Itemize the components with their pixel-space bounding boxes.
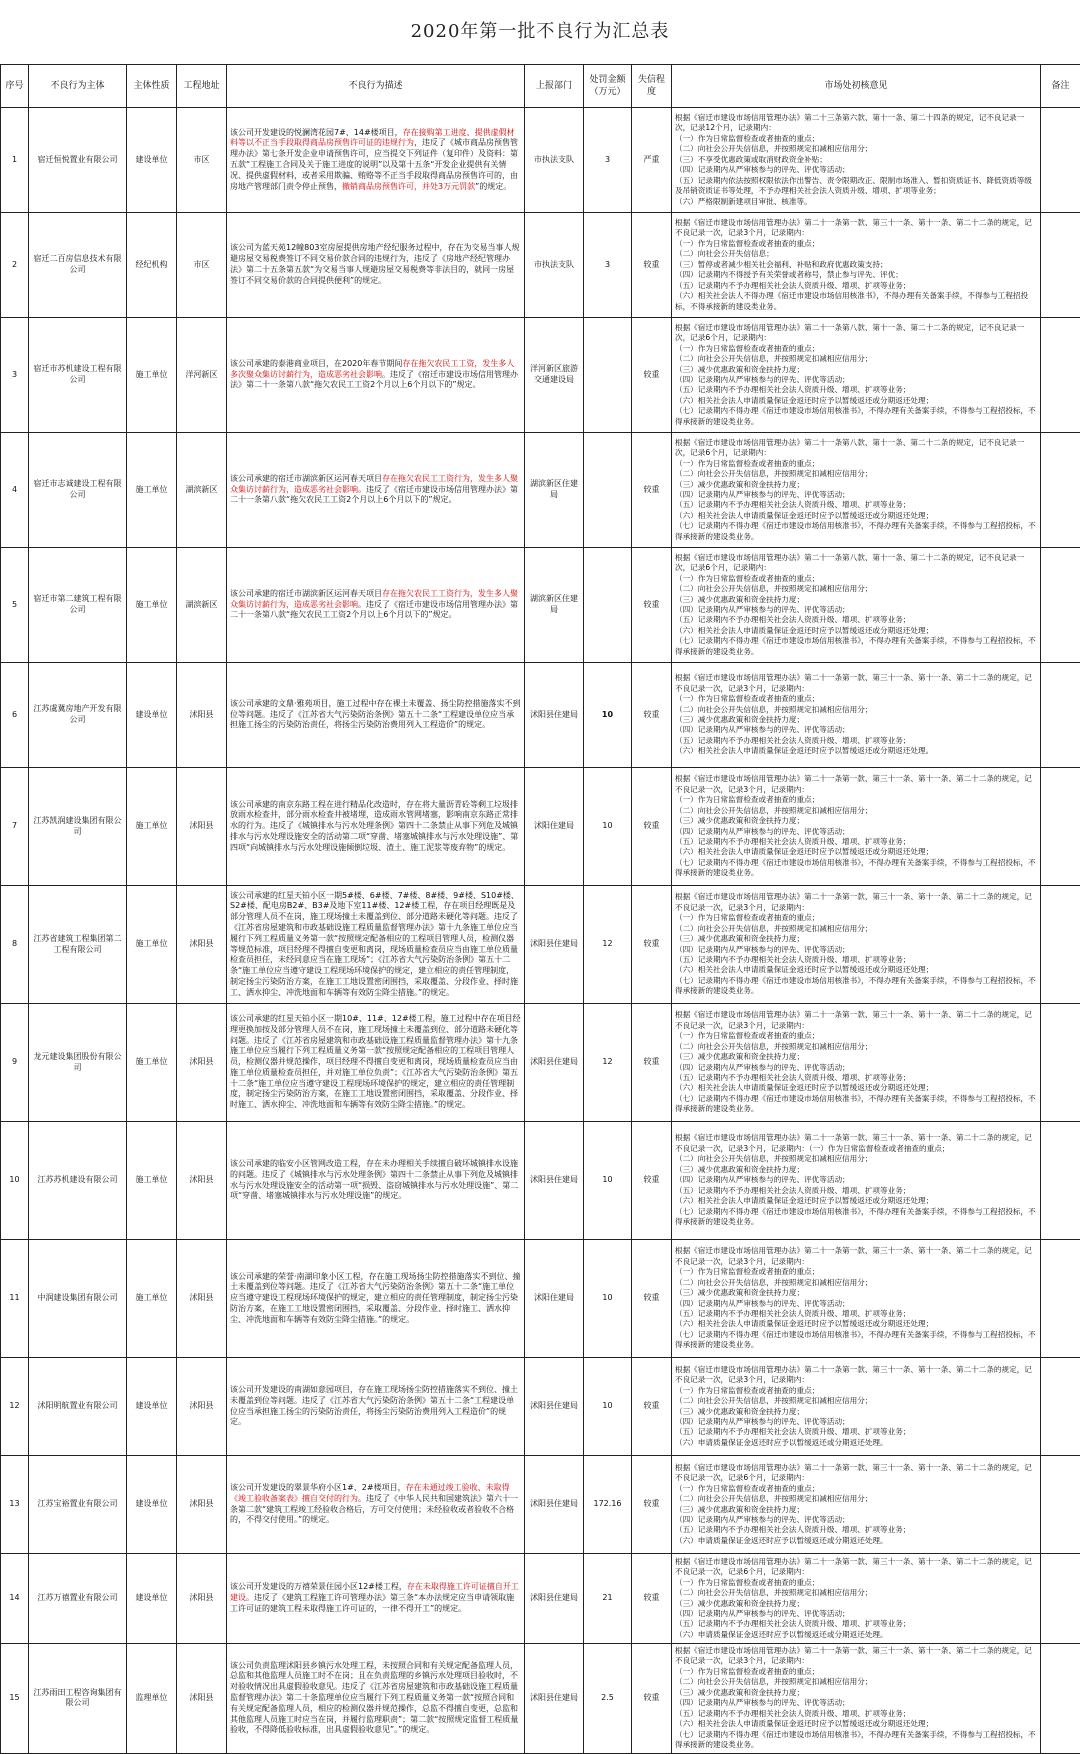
cell-dept: 沭阳住建局 xyxy=(525,1240,584,1358)
header-subject: 不良行为主体 xyxy=(29,65,127,108)
cell-nature: 施工单位 xyxy=(127,433,177,548)
cell-degree: 严重 xyxy=(632,108,672,213)
desc-text: 该公司承建的文鼎·雅苑项目，施工过程中存在裸土未覆盖、扬尘防控措施落实不到位等问题。违反了《江苏省大气污染防治条例》第五十二条“工程建设单位应当承担施工扬尘的污染防治责任，将扬尘污染防治费用列入工程造价”的规定。 xyxy=(230,699,521,730)
cell-desc xyxy=(227,1554,525,1644)
desc-text: 。违反了《建筑工程施工许可管理办法》第三条“本办法规定应当申请领取施工许可证的建筑工程未取得施工许可证的，一律不得开工”的规定。 xyxy=(230,1593,514,1613)
cell-location: 沭阳县 xyxy=(177,1644,227,1754)
cell-no: 15 xyxy=(1,1644,29,1754)
cell-no: 13 xyxy=(1,1456,29,1554)
desc-text: 。违反了《宿迁市建设市场信用管理办法》第二十一条第八款“拖欠农民工工资2个月以上6个月以下的”规定。 xyxy=(230,370,518,390)
cell-dept: 沭阳县住建局 xyxy=(525,1554,584,1644)
cell-fine: 21 xyxy=(584,1554,632,1644)
cell-nature: 建设单位 xyxy=(127,1554,177,1644)
desc-text: 该公司承建的荣誉·南湖印象小区工程，存在施工现场扬尘防控措施落实不到位、撞土未覆盖到位等问题。违反了《江苏省大气污染防治条例》第五十二条“施工单位应当遵守建设工程现场环境保护的规定，建立相应的责任管理制度，制定扬尘污染防治方案，在施工工地设置密闭围挡，采取覆盖、分段作业、择时施工、洒水抑尘、冲洗地面和车辆等有效防尘降尘措施。”的规定。 xyxy=(230,1272,521,1324)
cell-no: 14 xyxy=(1,1554,29,1644)
cell-nature: 施工单位 xyxy=(127,1004,177,1122)
cell-remark xyxy=(1041,1358,1080,1456)
cell-desc xyxy=(227,548,525,663)
header-opinion: 市场处初核意见 xyxy=(672,65,1041,108)
cell-subject: 龙元建设集团股份有限公司 xyxy=(29,1004,127,1122)
cell-remark xyxy=(1041,886,1080,1004)
cell-subject: 江苏苏机建设有限公司 xyxy=(29,1122,127,1240)
cell-dept: 市执法支队 xyxy=(525,213,584,318)
cell-fine: 3 xyxy=(584,213,632,318)
cell-remark xyxy=(1041,1240,1080,1358)
desc-text: 该公司负责监理沭阳县乡镇污水处理工程，未按照合同和有关规定配备监理人员，总监和其他监理人员施工时不在岗；且在负责监理的乡镇污水处理项目验收时，不对验收情况出具虚假验收意见。违反了《江苏省房屋建筑和市政基础设施工程质量监督管理办法》第二十条监理单位应当履行下列工程质量义务第一款“按照合同和有关规定配备监理人员，相应的检测仪器并规范操作，总监不得擅自变更，总监和其他监理人员施工时应当在岗，并履行监理职责”；第二款“按照规定监督工程质量验收，不得降低验收标准，出具虚假验收意见”。”的规定。 xyxy=(230,1661,518,1735)
cell-nature: 施工单位 xyxy=(127,1240,177,1358)
cell-no: 10 xyxy=(1,1122,29,1240)
cell-opinion: 根据《宿迁市建设市场信用管理办法》第二十一条第一款、第三十一条、第十一条、第二十二条的规定，记不良记录一次，记录3个月，记录期内： （一）作为日常监督检查或者抽查的重点； （二）向社会公开失信信息，并按照规定扣减相应信用分； （三）减少优惠政策和资金扶持力度； （四）记录期内从严审核参与的评先、评优等活动； （五）记录期内不予办理相关社会法人资质升级、增项、扩项等业务； （六）相关社会法人申请质量保证金返还时应予以暂缓返还或分期返还处理； （七）记录期内不得办理《宿迁市建设市场信用核准书》，不得办理有关备案手续，不得参与工程招投标，不得承接新的建设类业务。 xyxy=(672,1240,1041,1358)
table-row xyxy=(1,886,1080,1004)
cell-desc xyxy=(227,663,525,768)
cell-dept: 沭阳县住建局 xyxy=(525,1644,584,1754)
cell-dept: 湖滨新区住建局 xyxy=(525,548,584,663)
cell-degree: 较重 xyxy=(632,1122,672,1240)
cell-fine: 10 xyxy=(584,1358,632,1456)
cell-subject: 沭阳明航置业有限公司 xyxy=(29,1358,127,1456)
cell-remark xyxy=(1041,433,1080,548)
table-row xyxy=(1,1240,1080,1358)
cell-location: 沭阳县 xyxy=(177,886,227,1004)
cell-nature: 经纪机构 xyxy=(127,213,177,318)
cell-fine: 12 xyxy=(584,886,632,1004)
cell-location: 沭阳县 xyxy=(177,663,227,768)
cell-remark xyxy=(1041,108,1080,213)
desc-text: 该公司开发建设的悦澜湾花园7#、14#楼项目， xyxy=(230,128,403,137)
table-row xyxy=(1,433,1080,548)
cell-degree: 较重 xyxy=(632,318,672,433)
cell-nature: 施工单位 xyxy=(127,548,177,663)
cell-nature: 施工单位 xyxy=(127,768,177,886)
header-no: 序号 xyxy=(1,65,29,108)
highlighted-violation-text: 撤销商品房预售许可，并处3万元罚款 xyxy=(342,182,475,191)
cell-no: 2 xyxy=(1,213,29,318)
cell-fine: 10 xyxy=(584,1122,632,1240)
desc-text: 该公司开发建设的万禧荣景住园小区12#楼工程， xyxy=(230,1582,407,1591)
cell-degree: 较重 xyxy=(632,1644,672,1754)
cell-desc xyxy=(227,1004,525,1122)
cell-dept: 沭阳县住建局 xyxy=(525,1358,584,1456)
highlighted-violation-text: 存在拖欠农民工工资行为，发生多人聚众集访讨薪行为，造成恶劣社会影响 xyxy=(230,474,518,494)
highlighted-violation-text: 存在未通过竣工验收、未取得《竣工验收备案表》擅自交付的行为 xyxy=(230,1483,510,1503)
cell-nature: 施工单位 xyxy=(127,886,177,1004)
highlighted-violation-text: 存在拖欠农民工工资，发生多人多次聚众集访讨薪行为，造成恶劣社会影响 xyxy=(230,359,514,379)
cell-location: 沭阳县 xyxy=(177,768,227,886)
cell-opinion: 根据《宿迁市建设市场信用管理办法》第二十一条第一款、第三十一条、第十一条、第二十二条的规定，记不良记录一次，记录3个月，记录期内： （一）作为日常监督检查或者抽查的重点； （二）向社会公开失信信息，并按照规定扣减相应信用分； （三）减少优惠政策和资金扶持力度； （四）记录期内从严审核参与的评先、评优等活动； （五）记录期内不予办理相关社会法人资质升级、增项、扩项等业务； （六）相关社会法人申请质量保证金返还时应予以暂缓返还或分期返还处理。 xyxy=(672,663,1041,768)
cell-fine: 10 xyxy=(584,1240,632,1358)
cell-remark xyxy=(1041,548,1080,663)
table-row xyxy=(1,768,1080,886)
cell-dept: 沭阳县住建局 xyxy=(525,1122,584,1240)
cell-subject: 江苏省建筑工程集团第二工程有限公司 xyxy=(29,886,127,1004)
cell-opinion: 根据《宿迁市建设市场信用管理办法》第二十一条第八款、第十一条、第二十二条的规定，记不良记录一次，记录6个月，记录期内： （一）作为日常监督检查或者抽查的重点； （二）向社会公开失信信息，并按照规定扣减相应信用分； （三）减少优惠政策和资金扶持力度； （四）记录期内从严审核参与的评先、评优等活动； （五）记录期内不予办理相关社会法人资质升级、增项、扩项等业务； （六）相关社会法人申请质量保证金返还时应予以暂缓返还或分期返还处理； （七）记录期内不得办理《宿迁市建设市场信用核准书》，不得办理有关备案手续，不得参与工程招投标，不得承接新的建设类业务。 xyxy=(672,433,1041,548)
cell-subject: 宿迁恒悦置业有限公司 xyxy=(29,108,127,213)
desc-text: 。违反了《宿迁市建设市场信用管理办法》第二十一条第八款“拖欠农民工工资2个月以上6个月以下的”规定。 xyxy=(230,485,518,505)
cell-remark xyxy=(1041,1554,1080,1644)
cell-degree: 较重 xyxy=(632,886,672,1004)
cell-dept: 沭阳县住建局 xyxy=(525,886,584,1004)
cell-no: 7 xyxy=(1,768,29,886)
header-dept: 上报部门 xyxy=(525,65,584,108)
cell-no: 12 xyxy=(1,1358,29,1456)
table-row xyxy=(1,548,1080,663)
cell-location: 市区 xyxy=(177,213,227,318)
cell-desc xyxy=(227,768,525,886)
cell-dept: 沭阳县住建局 xyxy=(525,663,584,768)
cell-fine xyxy=(584,548,632,663)
cell-location: 沭阳县 xyxy=(177,1122,227,1240)
cell-degree: 较重 xyxy=(632,1554,672,1644)
cell-opinion: 根据《宿迁市建设市场信用管理办法》第二十一条第一款、第三十一条、第十一条、第二十二条的规定，记不良记录一次，记录3个月，记录期内：（一）作为日常监督检查或者抽查的重点； （二）向社会公开失信信息，并按照规定扣减相应信用分； （三）减少优惠政策和资金扶持力度； （四）记录期内从严审核参与的评先、评优等活动； （五）记录期内不予办理相关社会法人资质升级、增项、扩项等业务； （六）相关社会法人申请质量保证金返还时应予以暂缓返还或分期返还处理； （七）记录期内不得办理《宿迁市建设市场信用核准书》，不得办理有关备案手续，不得参与工程招投标，不得承接新的建设类业务。 xyxy=(672,1122,1041,1240)
cell-nature: 建设单位 xyxy=(127,1358,177,1456)
cell-subject: 江苏凯润建设集团有限公司 xyxy=(29,768,127,886)
cell-degree: 较重 xyxy=(632,1456,672,1554)
cell-fine: 10 xyxy=(584,768,632,886)
desc-text: 该公司承建的泰港商业项目，在2020年春节期间 xyxy=(230,359,402,368)
cell-remark xyxy=(1041,768,1080,886)
cell-opinion: 根据《宿迁市建设市场信用管理办法》第二十一条第八款、第十一条、第二十二条的规定，记不良记录一次，记录6个月，记录期内： （一）作为日常监督检查或者抽查的重点； （二）向社会公开失信信息，并按照规定扣减相应信用分； （三）减少优惠政策和资金扶持力度； （四）记录期内从严审核参与的评先、评优等活动； （五）记录期内不予办理相关社会法人资质升级、增项、扩项等业务； （六）相关社会法人申请质量保证金返还时应予以暂缓返还或分期返还处理； （七）记录期内不得办理《宿迁市建设市场信用核准书》，不得办理有关备案手续，不得参与工程招投标，不得承接新的建设类业务。 xyxy=(672,548,1041,663)
cell-degree: 较重 xyxy=(632,1358,672,1456)
cell-location: 沭阳县 xyxy=(177,1004,227,1122)
cell-opinion: 根据《宿迁市建设市场信用管理办法》第二十一条第一款、第三十一条、第十一条、第二十二条的规定，记不良记录一次，记录3个月，记录期内： （一）作为日常监督检查或者抽查的重点； （二）向社会公开失信信息； （三）暂停或者减少相关社会福利、补贴和政府优惠政策支持； （四）记录期内不得授予有关荣誉或者称号，禁止参与评先、评优； （五）记录期内不予办理相关社会法人资质升级、增项、扩项等业务； （六）相关社会法人不得办理《宿迁市建设市场信用核准书》，不得办理有关备案手续，不得参与工程招投标，不得承接新的建设类业务。 xyxy=(672,213,1041,318)
header-degree: 失信程度 xyxy=(632,65,672,108)
cell-opinion: 根据《宿迁市建设市场信用管理办法》第二十一条第八款、第十一条、第二十二条的规定，记不良记录一次，记录6个月，记录期内： （一）作为日常监督检查或者抽查的重点； （二）向社会公开失信信息，并按照规定扣减相应信用分； （三）减少优惠政策和资金扶持力度； （四）记录期内从严审核参与的评先、评优等活动； （五）记录期内不予办理相关社会法人资质升级、增项、扩项等业务； （六）相关社会法人申请质量保证金返还时应予以暂缓返还或分期返还处理； （七）记录期内不得办理《宿迁市建设市场信用核准书》，不得办理有关备案手续，不得参与工程招投标，不得承接新的建设类业务。 xyxy=(672,318,1041,433)
cell-no: 11 xyxy=(1,1240,29,1358)
header-nature: 主体性质 xyxy=(127,65,177,108)
highlighted-violation-text: 存在拖欠农民工工资行为，发生多人聚众集访讨薪行为，造成恶劣社会影响 xyxy=(230,589,518,609)
cell-opinion: 根据《宿迁市建设市场信用管理办法》第二十一条第一款、第三十一条、第十一条、第二十二条的规定，记不良记录一次，记录3个月，记录期内： （一）作为日常监督检查或者抽查的重点； （二）向社会公开失信信息，并按照规定扣减相应信用分； （三）减少优惠政策和资金扶持力度； （四）记录期内从严审核参与的评先、评优等活动； （五）记录期内不予办理相关社会法人资质升级、增项、扩项等业务； （六）相关社会法人申请质量保证金返还时应予以暂缓返还或分期返还处理； （七）记录期内不得办理《宿迁市建设市场信用核准书》，不得办理有关备案手续，不得参与工程招投标，不得承接新的建设类业务。 xyxy=(672,768,1041,886)
cell-degree: 较重 xyxy=(632,663,672,768)
highlighted-violation-text: 存在接购第工进度、提供虚假材料等以不正当手段取得商品房预售许可证的违规行为 xyxy=(230,128,515,148)
cell-dept: 沭阳县住建局 xyxy=(525,1004,584,1122)
cell-opinion: 根据《宿迁市建设市场信用管理办法》第二十一条第一款、第三十一条、第十一条、第二十二条的规定，记不良记录一次，记录3个月，记录期内： （一）作为日常监督检查或者抽查的重点； （二）向社会公开失信信息，并按照规定扣减相应信用分； （三）减少优惠政策和资金扶持力度； （四）记录期内从严审核参与的评先、评优等活动； （五）记录期内不予办理相关社会法人资质升级、增项、扩项等业务； （六）相关社会法人申请质量保证金返还时应予以暂缓返还或分期返还处理； （七）记录期内不得办理《宿迁市建设市场信用核准书》，不得办理有关备案手续，不得参与工程招投标，不得承接新的建设类业务。 xyxy=(672,1004,1041,1122)
table-row xyxy=(1,663,1080,768)
cell-remark xyxy=(1041,1004,1080,1122)
header-desc: 不良行为描述 xyxy=(227,65,525,108)
cell-no: 5 xyxy=(1,548,29,663)
desc-text: 该公司开发建设的南湖如意园项目，存在施工现场扬尘防控措施落实不到位、撞土未覆盖到位等问题。违反了《江苏省大气污染防治条例》第五十二条“工程建设单位应当承担施工扬尘的污染防治责任，将扬尘污染防治费用列入工程造价”的规定。 xyxy=(230,1385,518,1426)
header-location: 工程地址 xyxy=(177,65,227,108)
page-title: 2020年第一批不良行为汇总表 xyxy=(0,0,1080,64)
cell-desc xyxy=(227,1358,525,1456)
desc-text: 该公司为蓝天苑12幢803室房屋提供房地产经纪服务过程中，存在为交易当事人规避房屋交易税费签订不同交易价款合同的违规行为，违反了《房地产经纪管理办法》第二十五条第五款“为交易当事人规避房屋交易税费等非法目的，就同一房屋签订不同交易价款的合同提供便利”的规定。 xyxy=(230,243,519,284)
cell-no: 8 xyxy=(1,886,29,1004)
violations-table xyxy=(0,64,1080,1754)
cell-nature: 施工单位 xyxy=(127,1122,177,1240)
table-row xyxy=(1,1554,1080,1644)
cell-no: 3 xyxy=(1,318,29,433)
cell-remark xyxy=(1041,1456,1080,1554)
cell-dept: 市执法支队 xyxy=(525,108,584,213)
cell-desc xyxy=(227,318,525,433)
cell-no: 4 xyxy=(1,433,29,548)
cell-desc xyxy=(227,1456,525,1554)
cell-nature: 建设单位 xyxy=(127,663,177,768)
cell-fine: 10 xyxy=(584,663,632,768)
header-row xyxy=(1,65,1080,108)
cell-fine: 172.16 xyxy=(584,1456,632,1554)
table-row xyxy=(1,1358,1080,1456)
table-row xyxy=(1,1122,1080,1240)
desc-text: 该公司承建的红星天铂小区一期5#楼、6#楼、7#楼、8#楼、9#楼、S10#楼、S2#楼、配电房B2#、B3#及地下室11#楼、12#楼工程，存在项目经理既是及部分管理人员不在岗，施工现场撞土未覆盖到位、部分道路未硬化等问题。违反了《江苏省房屋建筑和市政基础设施工程质量监督管理办法》第十九条施工单位应当履行下列工程质量义务第一款“按照规定配备相应的工程项目管理人员，检测仪器等规范标准，项目经理不得擅自变更和离岗，现场质量检查员应当由施工单位质量检查员担任，未经同意应当在施工现场”；《江苏省大气污染防治条例》第五十二条“施工单位应当遵守建设工程现场环境保护的规定，建立相应的责任管理制度，制定扬尘污染防治方案，在施工工地设置密闭围挡，采取覆盖、分段作业、择时施工、洒水抑尘、冲洗地面和车辆等有效防尘降尘措施。”的规定。 xyxy=(230,891,519,997)
cell-no: 6 xyxy=(1,663,29,768)
cell-degree: 较重 xyxy=(632,548,672,663)
cell-fine: 3 xyxy=(584,108,632,213)
desc-text: ，违反了《城市商品房预售管理办法》第七条开发企业申请预售许可，应当提交下列证件（复印件）及资料：第五款“工程施工合同及关于施工进度的说明”以及第十五条“开发企业提供有关情况、提供虚假材料，或者采用欺骗、贿赂等不正当手段取得商品房预售许可的，由房地产管理部门责令停止预售， xyxy=(230,138,518,190)
cell-location: 市区 xyxy=(177,108,227,213)
cell-no: 1 xyxy=(1,108,29,213)
cell-remark xyxy=(1041,213,1080,318)
cell-remark xyxy=(1041,663,1080,768)
desc-text: 该公司承建的南京东路工程在进行精品化改造时，存在将大量沥青砼等剩工垃圾排放雨水检查井，部分雨水检查井被堵埋，造成雨水管网堵塞，影响南京东路正常排水的行为。违反了《城镇排水与污水处理条例》第四十二条禁止从事下列危及城镇排水与污水处理设施安全的活动第二项“穿凿、堵塞城镇排水与污水处理设施”、第四项“向城镇排水与污水处理设施倾倒垃圾、渣土、施工泥浆等废弃物”的规定。 xyxy=(230,800,518,852)
table-row xyxy=(1,318,1080,433)
cell-location: 沭阳县 xyxy=(177,1358,227,1456)
cell-subject: 江苏万禧置业有限公司 xyxy=(29,1554,127,1644)
cell-nature: 建设单位 xyxy=(127,1456,177,1554)
cell-opinion: 根据《宿迁市建设市场信用管理办法》第二十一条第一款、第三十一条、第十一条、第二十二条的规定，记不良记录一次，记录3个月，记录期内： （一）作为日常监督检查或者抽查的重点； （二）向社会公开失信信息，并按照规定扣减相应信用分； （三）减少优惠政策和资金扶持力度； （四）记录期内从严审核参与的评先、评优等活动； （五）记录期内不予办理相关社会法人资质升级、增项、扩项等业务； （六）申请质量保证金返还时应予以暂缓返还或分期返还处理。 xyxy=(672,1358,1041,1456)
cell-subject: 宿迁市苏机建设工程有限公司 xyxy=(29,318,127,433)
cell-subject: 江苏虞冀房地产开发有限公司 xyxy=(29,663,127,768)
cell-desc xyxy=(227,886,525,1004)
cell-subject: 宿迁市志诚建设工程有限公司 xyxy=(29,433,127,548)
cell-location: 洋河新区 xyxy=(177,318,227,433)
cell-fine xyxy=(584,433,632,548)
cell-desc xyxy=(227,1240,525,1358)
highlighted-violation-text: 存在未取得施工许可证擅自开工建设 xyxy=(230,1582,519,1602)
table-row xyxy=(1,1456,1080,1554)
cell-nature: 施工单位 xyxy=(127,318,177,433)
cell-location: 湖滨新区 xyxy=(177,548,227,663)
cell-fine xyxy=(584,318,632,433)
cell-nature: 建设单位 xyxy=(127,108,177,213)
table-row xyxy=(1,1644,1080,1754)
cell-subject: 中润建设集团有限公司 xyxy=(29,1240,127,1358)
cell-remark xyxy=(1041,1122,1080,1240)
cell-degree: 较重 xyxy=(632,213,672,318)
cell-opinion: 根据《宿迁市建设市场信用管理办法》第二十一条第一款、第三十一条、第十一条、第二十二条的规定，记不良记录一次，记录6个月，记录期内： （一）作为日常监督检查或者抽查的重点； （二）向社会公开失信信息，并按照规定扣减相应信用分； （三）减少优惠政策和资金扶持力度； （四）记录期内从严审核参与的评先、评优等活动； （五）记录期内不予办理相关社会法人资质升级、增项、扩项等业务； （六）申请质量保证金返还时应予以暂缓返还或分期返还处理。 xyxy=(672,1554,1041,1644)
cell-degree: 较重 xyxy=(632,1004,672,1122)
cell-location: 沭阳县 xyxy=(177,1240,227,1358)
desc-text: 该公司承建的红星天铂小区一期10#、11#、12#楼工程，施工过程中存在项目经理更换加按及部分管理人员不在岗，施工现场撞土未覆盖到位、部分道路未硬化等问题。违反了《江苏省房屋建筑和市政基础设施工程质量监督管理办法》第十九条施工单位应当履行下列工程质量义务第一款“按照规定配备相应的工程项目管理人员，检测仪器并规范操作，项目经理不得擅自变更和离岗，现场质量检查员应当由施工单位质量检查员担任，并对施工单位负责”；《江苏省大气污染防治条例》第五十二条“施工单位应当遵守建设工程现场环境保护的规定，建立相应的责任管理制度，制定扬尘污染防治方案，在施工工地设置密闭围挡，采取覆盖、分段作业、择时施工、洒水抑尘、冲洗地面和车辆等有效防尘降尘措施。”的规定。 xyxy=(230,1014,521,1109)
cell-subject: 宿迁市第二建筑工程有限公司 xyxy=(29,548,127,663)
desc-text: 该公司承建的宿迁市湖滨新区运河春天项目 xyxy=(230,589,382,598)
cell-desc xyxy=(227,1644,525,1754)
desc-text: 。违反了《中华人民共和国建筑法》第六十一条第二款“建筑工程竣工经验收合格后，方可交付使用；未经验收或者验收不合格的，不得交付使用。”的规定。 xyxy=(230,1494,518,1525)
cell-desc xyxy=(227,1122,525,1240)
cell-desc xyxy=(227,108,525,213)
cell-dept: 沭阳住建局 xyxy=(525,768,584,886)
desc-text: ”的规定。 xyxy=(475,182,511,191)
desc-text: 该公司开发建设的翠景华府小区1#、2#楼项目， xyxy=(230,1483,406,1492)
cell-opinion: 根据《宿迁市建设市场信用管理办法》第二十一条第一款、第三十一条、第十一条、第二十二条的规定，记不良记录一次，记录6个月，记录期内： （一）作为日常监督检查或者抽查的重点； （二）向社会公开失信信息，并按照规定扣减相应信用分； （三）减少优惠政策和资金扶持力度； （四）记录期内从严审核参与的评先、评优等活动； （五）记录期内不予办理相关社会法人资质升级、增项、扩项等业务； （六）申请质量保证金返还时应予以暂缓返还或分期返还处理。 xyxy=(672,1456,1041,1554)
cell-location: 沭阳县 xyxy=(177,1456,227,1554)
cell-no: 9 xyxy=(1,1004,29,1122)
table-body xyxy=(1,108,1080,1754)
cell-degree: 较重 xyxy=(632,768,672,886)
cell-desc xyxy=(227,213,525,318)
header-remark: 备注 xyxy=(1041,65,1080,108)
table-row xyxy=(1,213,1080,318)
cell-nature: 监理单位 xyxy=(127,1644,177,1754)
header-fine: 处罚金额（万元） xyxy=(584,65,632,108)
table-row xyxy=(1,1004,1080,1122)
cell-dept: 湖滨新区住建局 xyxy=(525,433,584,548)
cell-desc xyxy=(227,433,525,548)
cell-subject: 宿迁二百房信息技术有限公司 xyxy=(29,213,127,318)
cell-location: 沭阳县 xyxy=(177,1554,227,1644)
desc-text: 该公司承建的宿迁市湖滨新区运河春天项目 xyxy=(230,474,382,483)
cell-fine: 12 xyxy=(584,1004,632,1122)
desc-text: 该公司承建的临安小区管网改造工程，存在未办理相关手续擅自破坏城镇排水设施的问题。违反了《城镇排水与污水处理条例》第四十二条禁止从事下列危及城镇排水与污水处理设施安全的活动第一项“损毁、盗窃城镇排水与污水处理设施”、第二项“穿凿、堵塞城镇排水与污水处理设施”的规定。 xyxy=(230,1159,518,1200)
cell-subject: 江苏雨田工程咨询集团有限公司 xyxy=(29,1644,127,1754)
cell-remark xyxy=(1041,1644,1080,1754)
cell-degree: 较重 xyxy=(632,433,672,548)
table-row xyxy=(1,108,1080,213)
cell-fine: 2.5 xyxy=(584,1644,632,1754)
cell-dept: 洋河新区旅游交通建设局 xyxy=(525,318,584,433)
cell-dept: 沭阳县住建局 xyxy=(525,1456,584,1554)
cell-opinion: 根据《宿迁市建设市场信用管理办法》第二十三条第六款、第十一条、第二十四条的规定，记不良记录一次，记录12个月，记录期内： （一）作为日常监督检查或者抽查的重点； （二）向社会公开失信信息，并按照规定扣减相应信用分； （三）不享受优惠政策或取消财政资金补贴； （四）记录期内从严审核参与的评先、评优等活动； （五）记录期内依法按照权限依法作出警告、责令限期改正、限制市场准入、暂扣资质证书、降低资质等级及吊销资质证书等处理，不予办理相关社会法人资质升级、增项、扩项等业务； （六）严格限制新建项目审批、核准等。 xyxy=(672,108,1041,213)
cell-location: 湖滨新区 xyxy=(177,433,227,548)
cell-degree: 较重 xyxy=(632,1240,672,1358)
cell-opinion: 根据《宿迁市建设市场信用管理办法》第二十一条第一款、第三十一条、第十一条、第二十二条的规定，记不良记录一次，记录3个月，记录期内： （一）作为日常监督检查或者抽查的重点； （二）向社会公开失信信息，并按照规定扣减相应信用分； （三）减少优惠政策和资金扶持力度； （四）记录期内从严审核参与的评先、评优等活动； （五）记录期内不予办理相关社会法人资质升级、增项、扩项等业务； （六）相关社会法人申请质量保证金返还时应予以暂缓返还或分期返还处理； （七）记录期内不得办理《宿迁市建设市场信用核准书》，不得办理有关备案手续，不得参与工程招投标，不得承接新的建设类业务。 xyxy=(672,1644,1041,1754)
cell-opinion: 根据《宿迁市建设市场信用管理办法》第二十一条第一款、第三十一条、第十一条、第二十二条的规定，记不良记录一次，记录3个月，记录期内： （一）作为日常监督检查或者抽查的重点； （二）向社会公开失信信息，并按照规定扣减相应信用分； （三）减少优惠政策和资金扶持力度； （四）记录期内从严审核参与的评先、评优等活动； （五）记录期内不予办理相关社会法人资质升级、增项、扩项等业务； （六）相关社会法人申请质量保证金返还时应予以暂缓返还或分期返还处理； （七）记录期内不得办理《宿迁市建设市场信用核准书》，不得办理有关备案手续，不得参与工程招投标，不得承接新的建设类业务。 xyxy=(672,886,1041,1004)
cell-subject: 江苏宝裕置业有限公司 xyxy=(29,1456,127,1554)
desc-text: 。违反了《宿迁市建设市场信用管理办法》第二十一条第八款“拖欠农民工工资2个月以上6个月以下的”规定。 xyxy=(230,600,518,620)
cell-remark xyxy=(1041,318,1080,433)
